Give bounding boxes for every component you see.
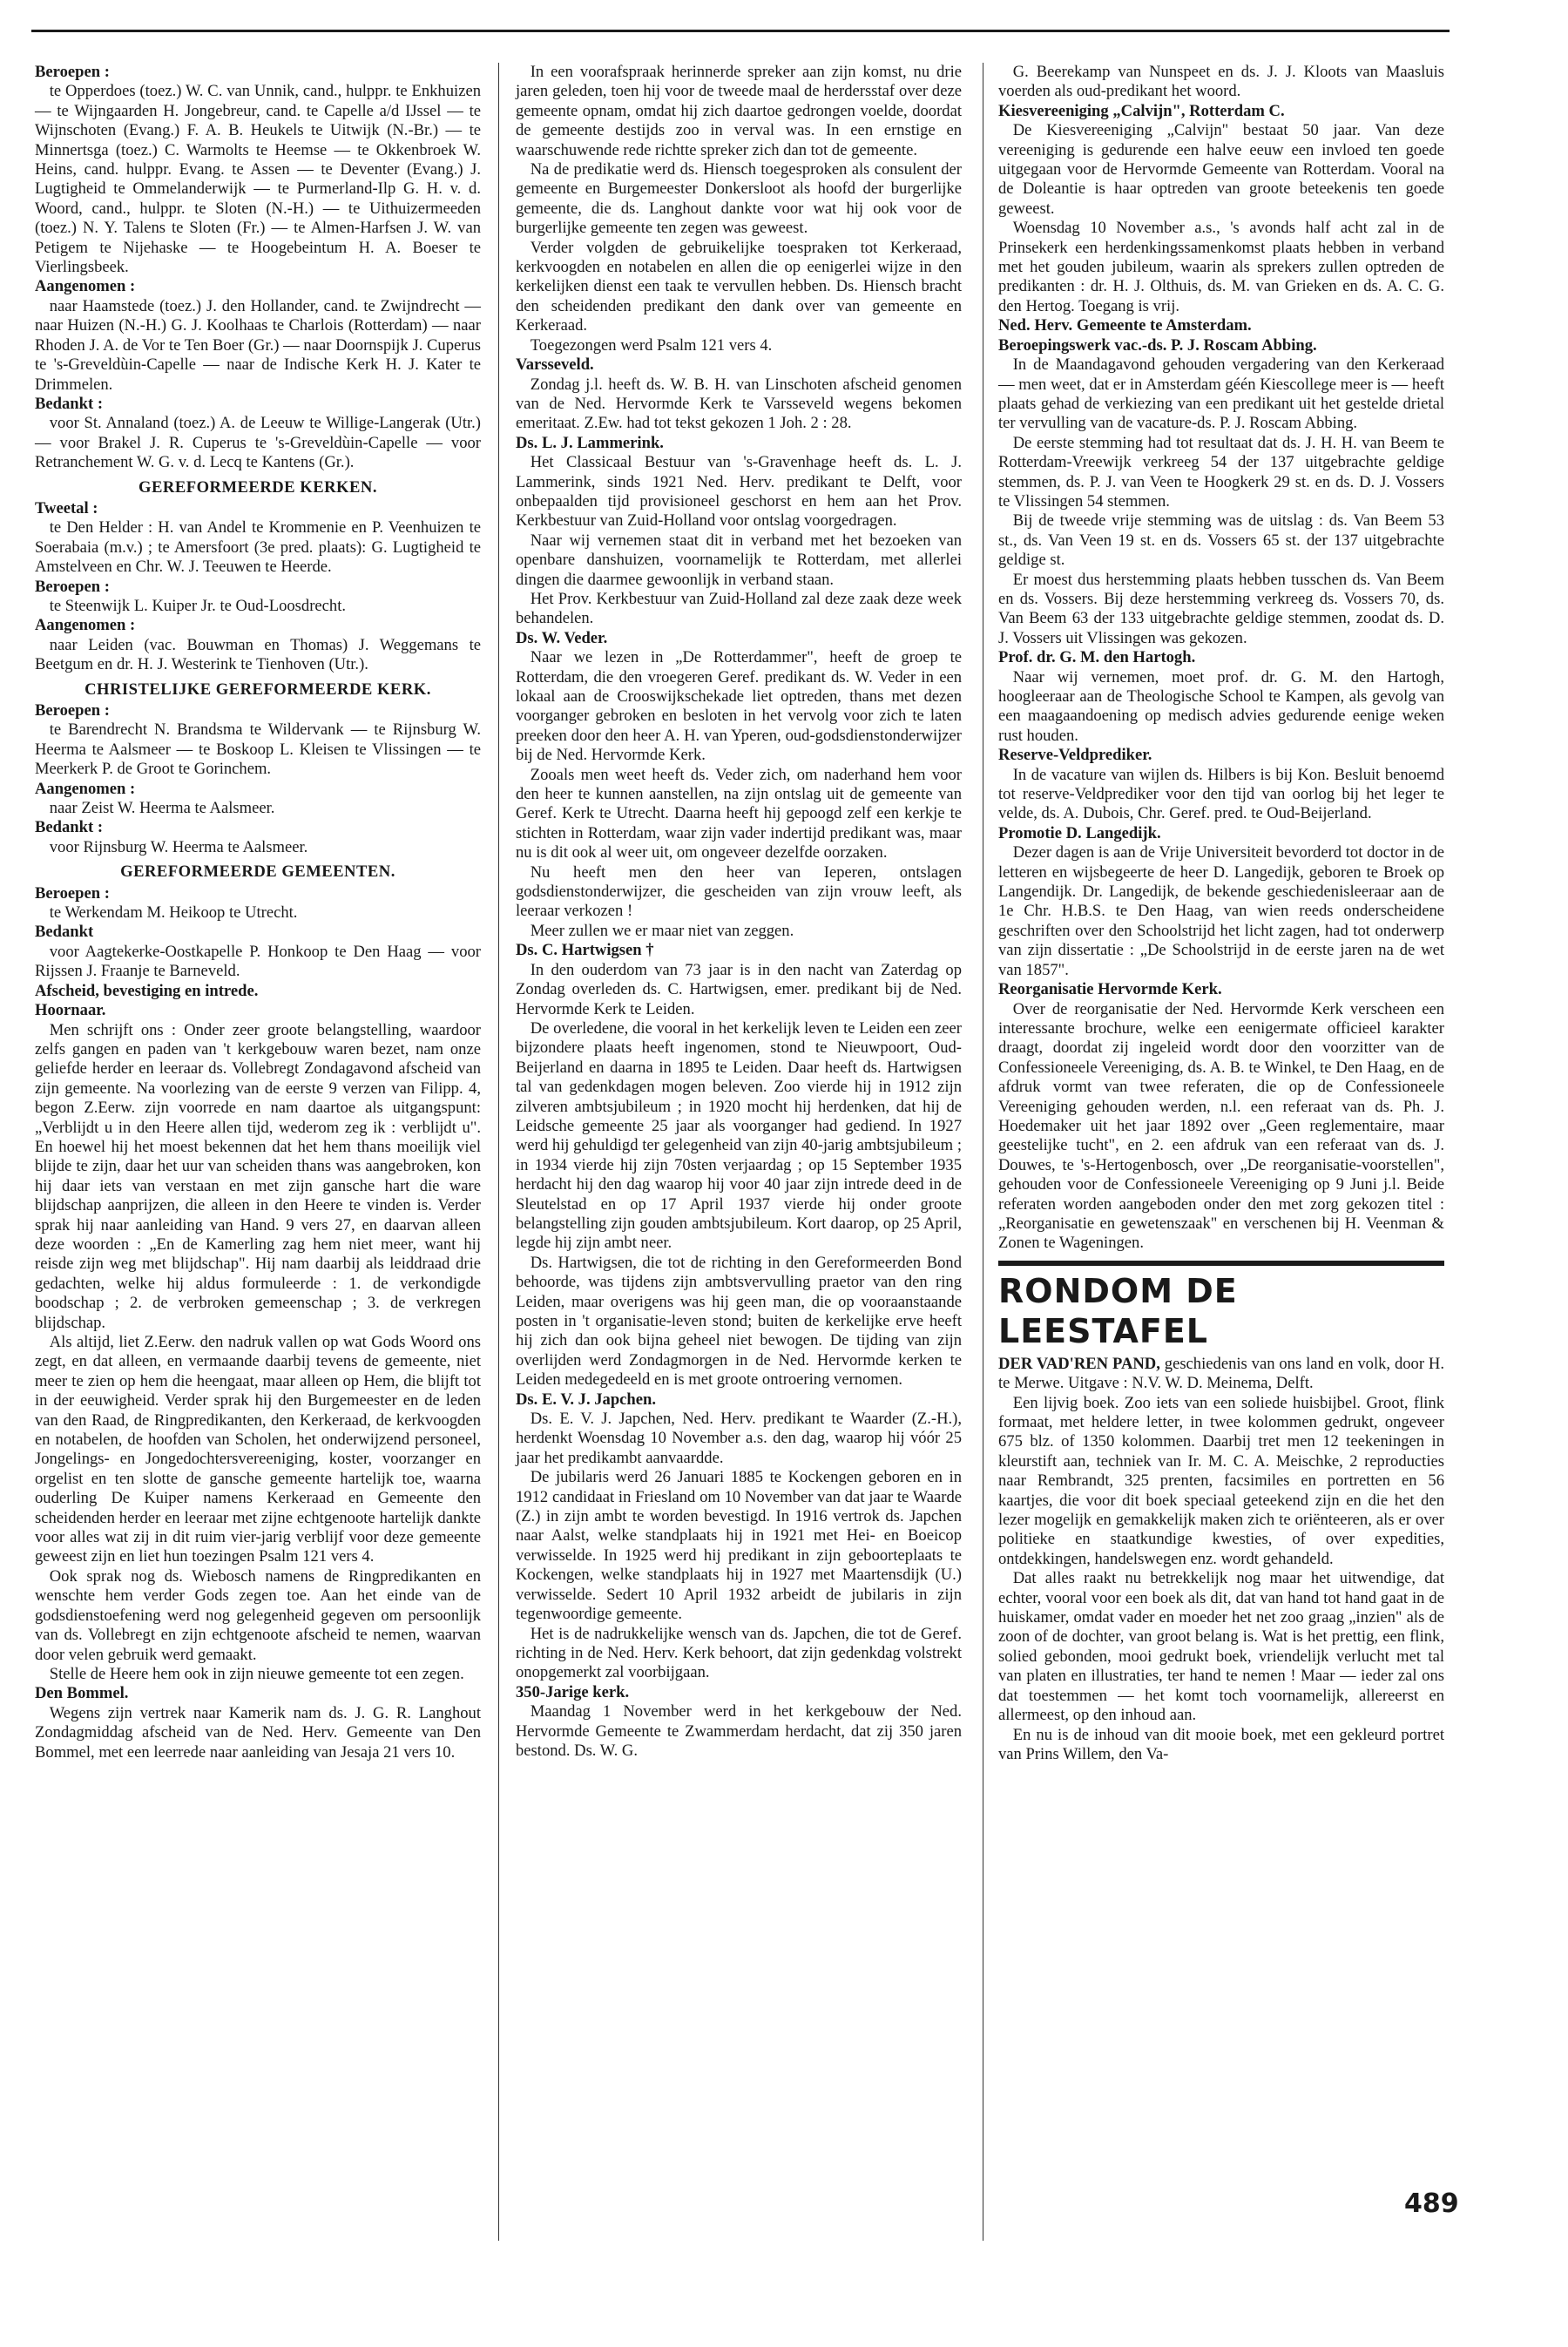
article-paragraph: te Barendrecht N. Brandsma te Wildervank — te Rijnsburg W. Heerma te Aalsmeer — te Boskoop L. Kleisen te Vlissingen — te Meerkerk P. de Groot te Gorinchem. [35,720,481,779]
article-heading: Prof. dr. G. M. den Hartogh. [998,648,1196,667]
review-body [998,1394,1444,1765]
article-paragraph: Over de reorganisatie der Ned. Hervormde Kerk verscheen een interessante brochure, welke een eenigermate officieel karakter draagt, doordat zij ingeleid wordt door den voorzitter van de Confessioneele Vereeniging, ds. A. B. te Winkel, te Den Haag, en de afdruk vormt van twee referaten, die op de Confessioneele Vereeniging gehouden werden, n.l. een referaat van ds. Ph. J. Hoedemaker uit het jaar 1892 over „Geen reglementaire, maar geestelijke tucht", en 2. een afdruk van een referaat van ds. J. Douwes, te 's-Hertogenbosch, over „De reorganisatie-voorstellen", gehouden voor de Confessioneele Vereeniging op 9 Juni j.l. Beide referaten worden aangeboden onder den met zorg gekozen titel : „Reorganisatie en gewetenszaak" en verschenen bij H. Veenman & Zonen te Wageningen. [998,999,1444,1253]
article-heading: Reserve-Veldprediker. [998,746,1152,765]
article-paragraph: naar Zeist W. Heerma te Aalsmeer. [49,799,275,818]
article-paragraph: Toegezongen werd Psalm 121 vers 4. [530,335,773,355]
article-paragraph: Ds. E. V. J. Japchen, Ned. Herv. predikant te Waarder (Z.-H.), herdenkt Woensdag 10 November a.s. den dag, waarop hij vóór 25 jaar het predikambt aanvaardde. [516,1410,962,1467]
book-title: DER VAD'REN PAND, [998,1354,1160,1373]
article-paragraph: De eerste stemming had tot resultaat dat ds. J. H. H. van Beem te Rotterdam-Vreewijk verkreeg 54 der 137 uitgebrachte geldige stemmen, ds. P. J. van Veen te Hoogkerk 29 st. en ds. D. J. Vossers te Vlissingen 54 stemmen. [998,433,1444,511]
feature-title: RONDOM DE LEESTAFEL [998,1271,1238,1350]
article-heading: Ds. L. J. Lammerink. [516,433,664,452]
article-heading: Tweetal : [35,498,98,517]
article-paragraph: De jubilaris werd 26 Januari 1885 te Kockengen geboren en in 1912 candidaat in Friesland om 10 November van dat jaar te Waarde (Z.) in zijn ambt te worden bevestigd. In 1916 vertrok ds. Japchen naar Aalst, welke standplaats hij in 1921 met Hei- en Boeicop verwisselde. In 1925 werd hij predikant in zijn geboorteplaats te Kockengen, welke standplaats hij in 1927 met Maartensdijk (U.) verwisselde. Sedert 10 April 1932 arbeidt de jubilaris in zijn tegenwoordige gemeente. [516,1468,962,1624]
article-paragraph: Naar wij vernemen, moet prof. dr. G. M. den Hartogh, hoogleeraar aan de Theologische School te Kampen, als gevolg van een maagaandoening op medisch advies gedurende eenige weken rust houden. [998,667,1444,745]
article-paragraph: Er moest dus herstemming plaats hebben tusschen ds. Van Beem en ds. Vossers. Bij deze herstemming verkreeg ds. Vossers 70, ds. Van Beem 63 der 133 uitgebrachte geldige stemmen, zoodat ds. D. J. Vossers uit Vlissingen was gekozen. [998,570,1444,647]
article-heading: Afscheid, bevestiging en intrede. [35,981,259,1000]
article-paragraph: Bij de tweede vrije stemming was de uitslag : ds. Van Beem 53 st., ds. Van Veen 19 st. en ds. Vossers 65 st. der 137 uitgebrachte geldige st. [998,511,1444,570]
article-heading: Beroepen : [35,883,110,903]
article-paragraph: Wegens zijn vertrek naar Kamerik nam ds. J. G. R. Langhout Zondagmiddag afscheid van de Ned. Herv. Gemeente van Den Bommel, met een leerrede naar aanleiding van Jesaja 21 vers 10. [35,1703,481,1762]
article-paragraph: voor St. Annaland (toez.) A. de Leeuw te Willige-Langerak (Utr.) — voor Brakel J. R. Cuperus te 's-Greveldùin-Capelle — voor Retranchement W. G. v. d. Lecq te Kantens (Gr.). [35,414,481,472]
article-heading: 350-Jarige kerk. [516,1682,630,1701]
article-heading: Ned. Herv. Gemeente te Amsterdam. [998,316,1252,335]
article-heading: Ds. W. Veder. [516,628,608,647]
article-paragraph: te Werkendam M. Heikoop te Utrecht. [49,903,298,923]
article-paragraph: In een voorafspraak herinnerde spreker aan zijn komst, nu drie jaren geleden, toen hij voor de tweede maal de herdersstaf over deze gemeente opnam, omdat hij zich daartoe gedrongen voelde, doordat de gemeente destijds zoo in verval was. In een ernstige en waarschuwende rede richtte spreker zich dan tot de gemeente. [516,63,962,159]
review-paragraph: En nu is de inhoud van dit mooie boek, met een gekleurd portret van Prins Willem, den Va- [998,1725,1444,1763]
article-paragraph: Ds. Hartwigsen, die tot de richting in den Gereformeerden Bond behoorde, was tijdens zijn ambtsvervulling praetor van den ring Leiden, maar overigens was hij geen man, die op vooraanstaande posten in 't organisatie-leven stond; buiten de kerkelijke erve heeft hij zich dan ook bijna geheel niet bewogen. De tijding van zijn overlijden werd Zondagmorgen in de Ned. Hervormde kerken te Leiden medegedeeld en is met groote ontroering vernomen. [516,1253,962,1390]
article-paragraph: Naar wij vernemen staat dit in verband met het bezoeken van openbare danshuizen, voornamelijk te Rotterdam, met allerlei dingen die daarmee gewoonlijk in verband staan. [516,531,962,589]
article-paragraph: Na de predikatie werd ds. Hiensch toegesproken als consulent der gemeente en Burgemeester Donkersloot als hoofd der burgerlijke gemeente, die ds. Langhout dankte voor wat hij ook voor de burgerlijke gemeente ten zegen was geweest. [516,160,962,238]
article-heading: Varsseveld. [516,355,594,375]
article-paragraph: G. Beerekamp van Nunspeet en ds. J. J. Kloots van Maasluis voerden als oud-predikant het woord. [998,63,1444,101]
article-paragraph: Het Prov. Kerkbestuur van Zuid-Holland zal deze zaak deze week behandelen. [516,589,962,628]
section-heading: CHRISTELIJKE GEREFORMEERDE KERK. [84,680,431,699]
article-heading: Reorganisatie Hervormde Kerk. [998,980,1222,999]
article-paragraph: voor Rijnsburg W. Heerma te Aalsmeer. [49,837,308,856]
review-paragraph: Een lijvig boek. Zoo iets van een soliede huisbijbel. Groot, flink formaat, met heldere letter, in twee kolommen gedrukt, ongeveer 675 blz. of 1350 kolommen. Daarbij tret men 12 teekeningen in kleurstift aan, techniek van Ir. M. C. A. Meischke, 2 reproducties naar Rembrandt, 325 prenten, facsimiles en portretten en 56 kaartjes, die voor dit boek speciaal geteekend zijn en die het den lezer mogelijk en gemakkelijk maken zich te oriënteeren, als er over politieke en staatkundige kwesties, of over expedities, ontdekkingen, handelswegen enz. wordt gehandeld. [998,1393,1444,1568]
article-paragraph: Woensdag 10 November a.s., 's avonds half acht zal in de Prinsekerk een herdenkingssamenkomst plaats hebben in verband met het gouden jubileum, waarin als sprekers zullen optreden de predikanten : dr. H. J. Olthuis, ds. M. van Grieken en ds. A. C. G. den Hertog. Toegang is vrij. [998,219,1444,315]
article-paragraph: voor Aagtekerke-Oostkapelle P. Honkoop te Den Haag — voor Rijssen J. Fraanje te Barneveld. [35,942,481,981]
article-paragraph: In den ouderdom van 73 jaar is in den nacht van Zaterdag op Zondag overleden ds. C. Hartwigsen, emer. predikant bij de Ned. Hervormde Kerk te Leiden. [516,960,962,1018]
article-paragraph: Meer zullen we er maar niet van zeggen. [530,921,794,940]
article-paragraph: Het Classicaal Bestuur van 's-Gravenhage heeft ds. L. J. Lammerink, sinds 1921 Ned. Herv. predikant te Delft, voor onbepaalden tijd provisioneel geschorst en hem aan het Prov. Kerkbestuur van Zuid-Holland voor ontslag voorgedragen. [516,453,962,531]
article-paragraph: De Kiesvereeniging „Calvijn" bestaat 50 jaar. Van deze vereeniging is gedurende een halve eeuw een invloed ten goede uitgegaan voor de Hervormde Gemeente van Rotterdam. Vooral na de Doleantie is haar optreden van groote beteekenis ten goede geweest. [998,121,1444,218]
article-paragraph: De overledene, die vooral in het kerkelijk leven te Leiden een zeer bijzondere plaats heeft ingenomen, stond te Nieuwpoort, Oud-Beijerland en daarna in 1895 te Leiden. Daar heeft ds. Hartwigsen tal van gedenkdagen mogen beleven. Zoo vierde hij in 1912 zijn zilveren ambtsjubileum ; in 1920 mocht hij herdenken, dat hij de Leidsche gemeente 25 jaar als voorganger had gediend. In 1927 werd hij gehuldigd ter gelegenheid van zijn 40-jarig ambtsjubileum ; in 1934 vierde hij zijn 70sten verjaardag ; op 15 September 1935 herdacht hij den dag waarop hij voor 40 jaar zijn intrede deed in de Sleutelstad en op 17 April 1937 vierde hij onder groote belangstelling zijn gouden ambtsjubileum. Kort daarop, op 25 April, legde hij zijn ambt neer. [516,1018,962,1253]
article-paragraph: naar Leiden (vac. Bouwman en Thomas) J. Weggemans te Beetgum en dr. H. J. Westerink te Tienhoven (Utr.). [35,635,481,674]
page-number: 489 [1404,2188,1459,2219]
book-info: geschiedenis van ons land en volk, door H. te Merwe. Uitgave : N.V. W. D. Meinema, Delft. [998,1354,1444,1393]
article-paragraph: In de vacature van wijlen ds. Hilbers is bij Kon. Besluit benoemd tot reserve-Veldprediker voor den tijd van oorlog bij het leger te velde, ds. A. Dubois, Chr. Geref. pred. te Oud-Beijerland. [998,765,1444,823]
article-paragraph: te Opperdoes (toez.) W. C. van Unnik, cand., hulppr. te Enkhuizen — te Wijngaarden H. Jongebreur, cand. te Capelle a/d IJssel — te Wijnschoten (Evang.) F. A. B. Heukels te Uitwijk (N.-Br.) — te Minnertsga (toez.) C. Warmolts te Heemse — te Okkenbroek W. Heins, cand. hulppr. Evang. te Assen — te Deventer (Evang.) J. Lugtigheid te Ommelanderwijk — te Purmerland-Ilp G. H. v. d. Woord, cand., hulppr. te Sloten (N.-H.) — te Uithuizermeeden (toez.) N. Y. Talens te Sloten (Fr.) — te Almen-Harfsen J. W. van Petigem te Nijehaske — te Hoogebeintum H. A. Boeser te Vierlingsbeek. [35,82,481,277]
article-paragraph: Men schrijft ons : Onder zeer groote belangstelling, waardoor zelfs gangen en paden van 't kerkgebouw waren bezet, nam onze geliefde herder en leeraar ds. Vollebregt Zondagavond afscheid van zijn gemeente. Na voorlezing van de eerste 9 verzen van Filipp. 4, begon Z.Eerw. zijn voorrede en nam daartoe als uitgangspunt: „Verblijdt u in den Heere allen tijd, wederom zeg ik : verblijdt u". En hoewel hij het moest bekennen dat het hem thans moeilijk viel blijde te zijn, daar het uur van scheiden thans was aangebroken, kon hij daar iets van verstaan en met zijn gansche hart die ware blijdschap aanprijzen, die alleen in den Heere te vinden is. Verder sprak hij naar aanleiding van Hand. 9 vers 27, en daarvan alleen deze woorden : „En de Kamerling zag hem niet meer, want hij reisde zijn weg met blijdschap". Hij nam daarbij als leiddraad drie gedachten, welke hij aldus formuleerde : 1. de verkondigde boodschap ; 2. de verbroken gemeenschap ; 3. de verkregen blijdschap. [35,1020,481,1332]
article-heading: Ds. C. Hartwigsen † [516,941,654,960]
article-paragraph: Maandag 1 November werd in het kerkgebouw der Ned. Hervormde Gemeente te Zwammerdam herdacht, dat zij 350 jaren bestond. Ds. W. G. [516,1702,962,1760]
column-right [998,63,1444,1764]
book-header [998,1355,1444,1394]
article-paragraph: Naar we lezen in „De Rotterdammer", heeft de groep te Rotterdam, die den vroegeren Geref. predikant ds. W. Veder in een lokaal aan de Crooswijkschekade liet optreden, thans met dezen voorganger gebroken en besloten in het vervolg voor zich te laten preeken door den heer A. H. van Yperen, oud-godsdienstonderwijzer bij de Ned. Hervormde Kerk. [516,648,962,765]
article-heading: Hoornaar. [35,1001,106,1020]
article-heading: Ds. E. V. J. Japchen. [516,1390,657,1409]
column-middle [516,63,962,1761]
church-news-list [998,63,1444,1254]
article-heading: Promotie D. Langedijk. [998,823,1161,842]
article-paragraph: In de Maandagavond gehouden vergadering van den Kerkeraad — men weet, dat er in Amsterdam géén Kiescollege meer is — heeft plaats gehad de verkiezing van een predikant uit het gestelde drietal ter vervulling van de vacature-ds. P. J. Roscam Abbing. [998,355,1444,433]
feature-section [998,1261,1444,1765]
article-heading: Beroepen : [35,63,110,81]
article-heading: Aangenomen : [35,779,136,798]
column-divider [498,63,499,2241]
article-paragraph: Zooals men weet heeft ds. Veder zich, om naderhand hem voor den heer te kunnen aanstellen, na zijn ontslag uit de gemeente van Geref. Kerk te Utrecht. Daarna heeft hij gepoogd zelf een kerkje te stichten in Rotterdam, waar zijn vader indertijd predikant was, maar nu is dit ook al weer uit, om ongeveer dezelfde oorzaken. [516,765,962,862]
review-paragraph: Dat alles raakt nu betrekkelijk nog maar het uitwendige, dat echter, vooral voor een boek als dit, dat van hand tot hand gaat in de huiskamer, omdat vader en moeder het net zoo graag „inzien" als de zoon of de dochter, van groot belang is. Wat is het prettig, een flink, solied gebonden, mooi gedrukt boek, vriendelijk verlucht met tal van platen en illustraties, ter hand te nemen ! Maar — ieder zal ons dat toestemmen — het komt toch voornamelijk, allereerst en allermeest, op den inhoud aan. [998,1569,1444,1725]
article-heading: Bedankt : [35,394,104,413]
section-heading: GEREFORMEERDE KERKEN. [139,477,377,497]
feature-rule [998,1261,1444,1266]
article-paragraph: Verder volgden de gebruikelijke toespraken tot Kerkeraad, kerkvoogden en notabelen en allen die op eenigerlei wijze in den kerkelijken dienst een taak te vervullen hebben. Ds. Hiensch bracht den scheidenden predikant den dank over van gemeente en Kerkeraad. [516,238,962,335]
article-heading: Beroepingswerk vac.-ds. P. J. Roscam Abbing. [998,335,1317,355]
article-paragraph: Dezer dagen is aan de Vrije Universiteit bevorderd tot doctor in de letteren en wijsbegeerte de heer D. Langedijk, geboren te Broek op Langendijk. Dr. Langedijk, de bekende geschiedenisleeraar aan de 1e Chr. H.B.S. te Den Haag, van wien reeds onderscheidene geschriften over den Schoolstrijd het licht zagen, had tot onderwerp van zijn dissertatie : „De Schoolstrijd in de eerste jaren na de wet van 1857". [998,843,1444,979]
article-heading: Beroepen : [35,577,110,596]
article-heading: Bedankt : [35,818,104,837]
article-paragraph: te Den Helder : H. van Andel te Krommenie en P. Veenhuizen te Soerabaia (m.v.) ; te Amersfoort (3e pred. plaats): G. Lugtigheid te Amstelveen en Chr. W. J. Teeuwen te Heerde. [35,518,481,577]
article-heading: Aangenomen : [35,277,136,296]
article-heading: Kiesvereeniging „Calvijn", Rotterdam C. [998,101,1285,120]
article-paragraph: te Steenwijk L. Kuiper Jr. te Oud-Loosdrecht. [49,596,347,615]
article-heading: Den Bommel. [35,1684,129,1703]
article-paragraph: Zondag j.l. heeft ds. W. B. H. van Linschoten afscheid genomen van de Ned. Hervormde Kerk te Varsseveld wegens bekomen emeritaat. Z.Ew. had tot tekst gekozen 1 Joh. 2 : 28. [516,375,962,433]
top-rule [31,30,1450,32]
article-paragraph: naar Haamstede (toez.) J. den Hollander, cand. te Zwijndrecht — naar Huizen (N.-H.) G. J. Koolhaas te Charlois (Rotterdam) — naar Rhoden J. A. de Vor te Ten Boer (Gr.) — naar Doornspijk J. Cuperus te 's-Greveldùin-Capelle — naar de Indische Kerk H. J. Kater te Drimmelen. [35,296,481,394]
article-heading: Bedankt [35,923,94,942]
article-paragraph: Nu heeft men den heer van Ieperen, ontslagen godsdienstonderwijzer, die gescheiden van zijn vrouw leeft, als leeraar verkozen ! [516,862,962,921]
article-paragraph: Stelle de Heere hem ook in zijn nieuwe gemeente tot een zegen. [49,1664,464,1683]
article-paragraph: Als altijd, liet Z.Eerw. den nadruk vallen op wat Gods Woord ons zegt, en dat alleen, en vermaande daarbij tevens de gemeente, niet meer te zien op hem die heengaat, maar alleen op Hem, die blijft tot in der eeuwigheid. Verder sprak hij den Burgemeester en de leden van den Raad, de Ringpredikanten, den Kerkeraad, de kerkvoogden en notabelen, de hoofden van Scholen, het onderwijzend personeel, Jongelings- en Jongedochtersvereeniging, koster, voorzanger en orgelist en ten slotte de gansche gemeente hartelijk toe, waarna ouderling De Kuiper namens Kerkeraad en Gemeente den scheidenden herder en leeraar met zijne echtgenoote hartelijk dankte voor alles wat zij in dit ruim vier-jarig verblijf voor deze gemeente geweest zijn en liet hun toezingen Psalm 121 vers 4. [35,1333,481,1566]
article-heading: Aangenomen : [35,616,136,635]
section-heading: GEREFORMEERDE GEMEENTEN. [120,862,395,882]
article-paragraph: Het is de nadrukkelijke wensch van ds. Japchen, die tot de Geref. richting in de Ned. Herv. Kerk behoort, dat zijn gedenkdag volstrekt onopgemerkt zal voorbijgaan. [516,1624,962,1682]
article-paragraph: Ook sprak nog ds. Wiebosch namens de Ringpredikanten en wenschte hem verder Gods zegen toe. Aan het einde van de godsdienstoefening werd nog gelegenheid gegeven om persoonlijk van ds. Vollebregt en zijn echtgenoote afscheid te nemen, waarvan door velen gebruik werd gemaakt. [35,1566,481,1664]
article-heading: Beroepen : [35,701,110,720]
column-left [35,63,481,1762]
